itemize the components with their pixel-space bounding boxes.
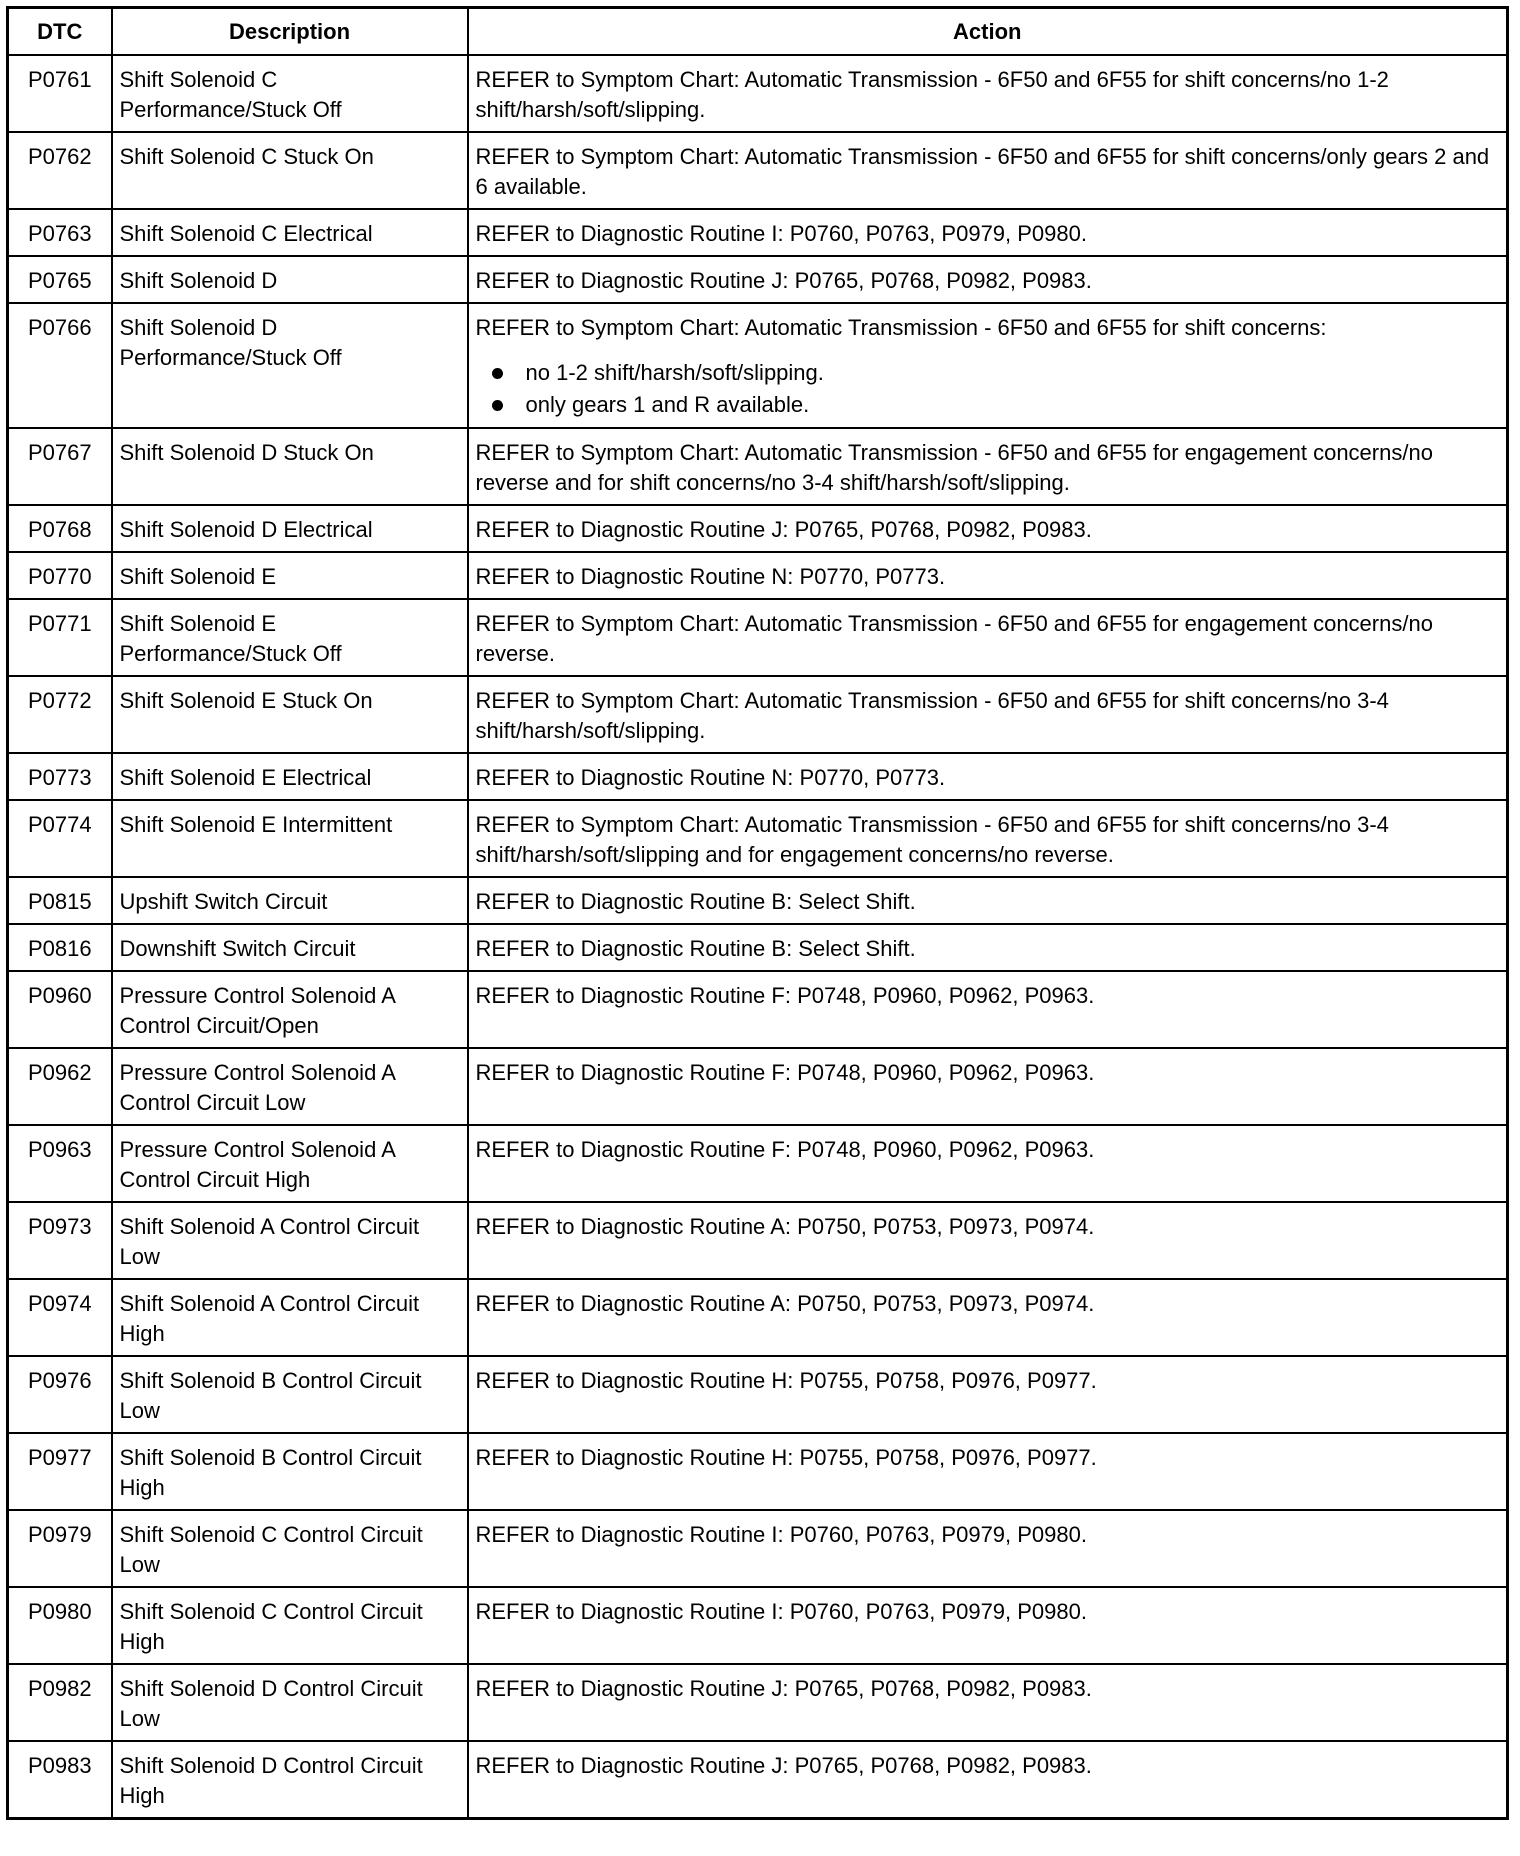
dtc-code-cell: P0979 xyxy=(8,1510,112,1587)
description-cell: Shift Solenoid C Stuck On xyxy=(112,132,468,209)
action-cell xyxy=(468,1510,1508,1587)
action-cell xyxy=(468,753,1508,800)
action-cell xyxy=(468,599,1508,676)
action-text: REFER to Symptom Chart: Automatic Transmission - 6F50 and 6F55 for shift concerns/no 3-4 shift/harsh/soft/slipping. xyxy=(475,688,1389,743)
table-row xyxy=(8,877,1508,924)
action-cell xyxy=(468,1587,1508,1664)
action-cell xyxy=(468,55,1508,132)
action-text: REFER to Diagnostic Routine H: P0755, P0758, P0976, P0977. xyxy=(475,1368,1097,1393)
dtc-code-cell: P0766 xyxy=(8,303,112,428)
description-cell: Shift Solenoid E xyxy=(112,552,468,599)
dtc-table xyxy=(6,6,1509,1820)
action-text: REFER to Diagnostic Routine F: P0748, P0960, P0962, P0963. xyxy=(475,1060,1095,1085)
description-cell: Shift Solenoid B Control Circuit Low xyxy=(112,1356,468,1433)
action-text: REFER to Diagnostic Routine B: Select Shift. xyxy=(475,936,916,961)
table-body xyxy=(8,55,1508,1819)
table-row xyxy=(8,1433,1508,1510)
action-bullet-item: only gears 1 and R available. xyxy=(476,389,1500,421)
description-cell: Shift Solenoid D Electrical xyxy=(112,505,468,552)
description-cell: Shift Solenoid D Control Circuit High xyxy=(112,1741,468,1819)
action-cell xyxy=(468,303,1508,428)
action-text: REFER to Symptom Chart: Automatic Transmission - 6F50 and 6F55 for shift concerns/no 1-2 shift/harsh/soft/slipping. xyxy=(475,67,1389,122)
action-text: REFER to Diagnostic Routine J: P0765, P0768, P0982, P0983. xyxy=(475,517,1092,542)
table-row xyxy=(8,1356,1508,1433)
description-cell: Shift Solenoid D Control Circuit Low xyxy=(112,1664,468,1741)
dtc-code-cell: P0816 xyxy=(8,924,112,971)
description-cell: Pressure Control Solenoid A Control Circuit Low xyxy=(112,1048,468,1125)
action-text: REFER to Diagnostic Routine F: P0748, P0960, P0962, P0963. xyxy=(475,983,1095,1008)
header-row xyxy=(8,8,1508,56)
table-row xyxy=(8,676,1508,753)
table-row xyxy=(8,599,1508,676)
action-text: REFER to Symptom Chart: Automatic Transmission - 6F50 and 6F55 for shift concerns/no 3-4 shift/harsh/soft/slipping and for engagement concerns/no reverse. xyxy=(475,812,1389,867)
description-cell: Shift Solenoid E Stuck On xyxy=(112,676,468,753)
description-cell: Downshift Switch Circuit xyxy=(112,924,468,971)
table-row xyxy=(8,1279,1508,1356)
dtc-code-cell: P0762 xyxy=(8,132,112,209)
description-cell: Shift Solenoid C Control Circuit High xyxy=(112,1587,468,1664)
dtc-code-cell: P0774 xyxy=(8,800,112,877)
table-row xyxy=(8,303,1508,428)
action-cell xyxy=(468,800,1508,877)
action-text: REFER to Diagnostic Routine J: P0765, P0768, P0982, P0983. xyxy=(475,1676,1092,1701)
action-cell xyxy=(468,256,1508,303)
description-cell: Shift Solenoid A Control Circuit Low xyxy=(112,1202,468,1279)
dtc-code-cell: P0767 xyxy=(8,428,112,505)
table-row xyxy=(8,256,1508,303)
table-row xyxy=(8,1510,1508,1587)
dtc-code-cell: P0765 xyxy=(8,256,112,303)
action-text: REFER to Diagnostic Routine I: P0760, P0763, P0979, P0980. xyxy=(475,221,1087,246)
dtc-code-cell: P0773 xyxy=(8,753,112,800)
dtc-code-cell: P0974 xyxy=(8,1279,112,1356)
action-cell xyxy=(468,1741,1508,1819)
table-row xyxy=(8,55,1508,132)
action-text: REFER to Diagnostic Routine B: Select Shift. xyxy=(475,889,916,914)
action-text: REFER to Diagnostic Routine A: P0750, P0753, P0973, P0974. xyxy=(475,1214,1095,1239)
table-row xyxy=(8,1664,1508,1741)
table-row xyxy=(8,800,1508,877)
action-text: REFER to Symptom Chart: Automatic Transmission - 6F50 and 6F55 for engagement concerns/no reverse and for shift concerns/no 3-4 shift/harsh/soft/slipping. xyxy=(475,440,1433,495)
action-cell xyxy=(468,1664,1508,1741)
table-row xyxy=(8,428,1508,505)
action-bullet-list xyxy=(476,357,1500,421)
description-cell: Shift Solenoid D Performance/Stuck Off xyxy=(112,303,468,428)
description-cell: Shift Solenoid D xyxy=(112,256,468,303)
action-cell xyxy=(468,1125,1508,1202)
description-cell: Shift Solenoid C Performance/Stuck Off xyxy=(112,55,468,132)
action-cell xyxy=(468,552,1508,599)
header-dtc: DTC xyxy=(8,8,112,56)
table-row xyxy=(8,1048,1508,1125)
dtc-code-cell: P0771 xyxy=(8,599,112,676)
action-text: REFER to Diagnostic Routine N: P0770, P0773. xyxy=(475,564,946,589)
dtc-code-cell: P0962 xyxy=(8,1048,112,1125)
dtc-code-cell: P0960 xyxy=(8,971,112,1048)
description-cell: Shift Solenoid C Control Circuit Low xyxy=(112,1510,468,1587)
action-text: REFER to Diagnostic Routine J: P0765, P0768, P0982, P0983. xyxy=(475,1753,1092,1778)
table-row xyxy=(8,924,1508,971)
table-row xyxy=(8,971,1508,1048)
action-text: REFER to Diagnostic Routine H: P0755, P0758, P0976, P0977. xyxy=(475,1445,1097,1470)
dtc-code-cell: P0983 xyxy=(8,1741,112,1819)
dtc-code-cell: P0768 xyxy=(8,505,112,552)
action-cell xyxy=(468,505,1508,552)
table-row xyxy=(8,1125,1508,1202)
action-cell xyxy=(468,1433,1508,1510)
description-cell: Upshift Switch Circuit xyxy=(112,877,468,924)
dtc-code-cell: P0772 xyxy=(8,676,112,753)
header-action: Action xyxy=(468,8,1508,56)
dtc-code-cell: P0963 xyxy=(8,1125,112,1202)
action-text: REFER to Diagnostic Routine N: P0770, P0773. xyxy=(475,765,946,790)
table-row xyxy=(8,1202,1508,1279)
action-cell xyxy=(468,676,1508,753)
dtc-code-cell: P0977 xyxy=(8,1433,112,1510)
description-cell: Shift Solenoid C Electrical xyxy=(112,209,468,256)
description-cell: Shift Solenoid D Stuck On xyxy=(112,428,468,505)
action-cell xyxy=(468,132,1508,209)
action-text: REFER to Diagnostic Routine I: P0760, P0763, P0979, P0980. xyxy=(475,1522,1087,1547)
description-cell: Shift Solenoid B Control Circuit High xyxy=(112,1433,468,1510)
dtc-code-cell: P0973 xyxy=(8,1202,112,1279)
action-text: REFER to Diagnostic Routine A: P0750, P0753, P0973, P0974. xyxy=(475,1291,1095,1316)
description-cell: Pressure Control Solenoid A Control Circuit/Open xyxy=(112,971,468,1048)
table-row xyxy=(8,753,1508,800)
action-text: REFER to Symptom Chart: Automatic Transmission - 6F50 and 6F55 for shift concerns/only gears 2 and 6 available. xyxy=(475,144,1490,199)
header-description: Description xyxy=(112,8,468,56)
action-cell xyxy=(468,971,1508,1048)
table-row xyxy=(8,1741,1508,1819)
action-text: REFER to Diagnostic Routine I: P0760, P0763, P0979, P0980. xyxy=(475,1599,1087,1624)
table-row xyxy=(8,209,1508,256)
dtc-code-cell: P0982 xyxy=(8,1664,112,1741)
dtc-code-cell: P0763 xyxy=(8,209,112,256)
action-text: REFER to Symptom Chart: Automatic Transmission - 6F50 and 6F55 for engagement concerns/no reverse. xyxy=(475,611,1433,666)
table-row xyxy=(8,552,1508,599)
dtc-code-cell: P0980 xyxy=(8,1587,112,1664)
action-text: REFER to Diagnostic Routine J: P0765, P0768, P0982, P0983. xyxy=(475,268,1092,293)
dtc-code-cell: P0761 xyxy=(8,55,112,132)
description-cell: Shift Solenoid A Control Circuit High xyxy=(112,1279,468,1356)
description-cell: Pressure Control Solenoid A Control Circuit High xyxy=(112,1125,468,1202)
table-row xyxy=(8,132,1508,209)
dtc-code-cell: P0976 xyxy=(8,1356,112,1433)
dtc-code-cell: P0815 xyxy=(8,877,112,924)
action-text: REFER to Diagnostic Routine F: P0748, P0960, P0962, P0963. xyxy=(475,1137,1095,1162)
description-cell: Shift Solenoid E Intermittent xyxy=(112,800,468,877)
action-cell xyxy=(468,428,1508,505)
action-cell xyxy=(468,924,1508,971)
action-text: REFER to Symptom Chart: Automatic Transmission - 6F50 and 6F55 for shift concerns: xyxy=(475,315,1327,340)
action-cell xyxy=(468,1279,1508,1356)
table-row xyxy=(8,505,1508,552)
description-cell: Shift Solenoid E Performance/Stuck Off xyxy=(112,599,468,676)
action-bullet-item: no 1-2 shift/harsh/soft/slipping. xyxy=(476,357,1500,389)
action-cell xyxy=(468,1202,1508,1279)
description-cell: Shift Solenoid E Electrical xyxy=(112,753,468,800)
dtc-code-cell: P0770 xyxy=(8,552,112,599)
table-row xyxy=(8,1587,1508,1664)
action-cell xyxy=(468,209,1508,256)
action-cell xyxy=(468,877,1508,924)
action-cell xyxy=(468,1048,1508,1125)
action-cell xyxy=(468,1356,1508,1433)
